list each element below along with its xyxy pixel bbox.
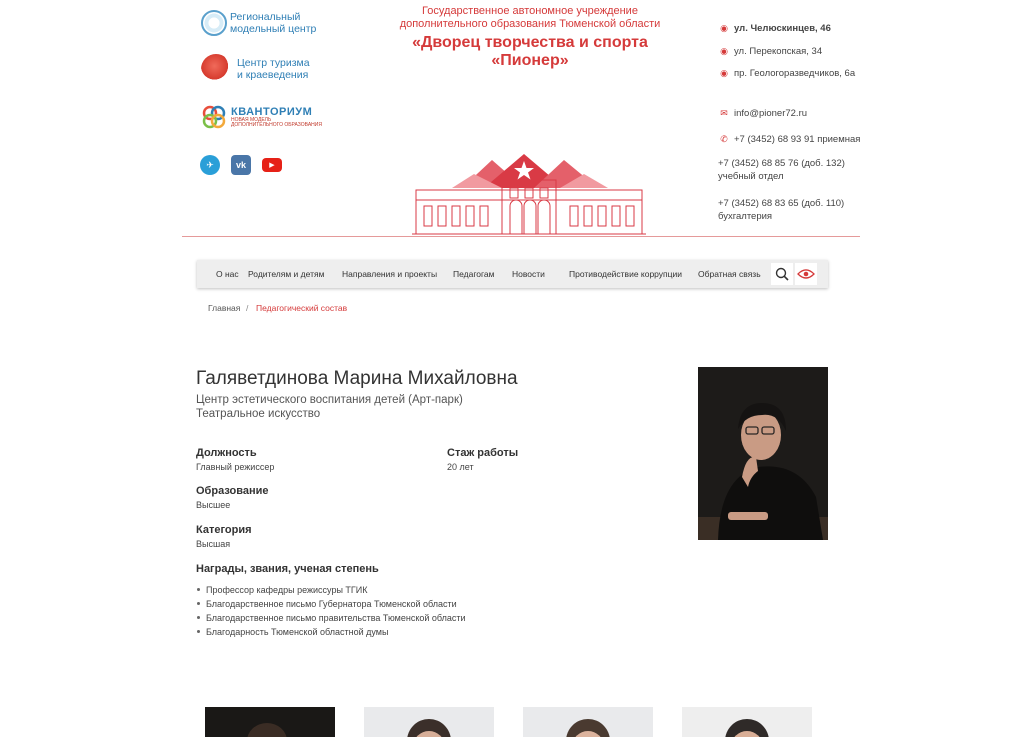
breadcrumb-current: Педагогический состав (256, 303, 348, 313)
teacher-card-thumb[interactable] (523, 707, 653, 737)
teacher-photo (698, 367, 828, 540)
location-pin-icon: ◉ (720, 68, 728, 78)
phone-acc-label: бухгалтерия (718, 211, 773, 222)
teacher-specialty: Театральное искусство (196, 408, 321, 420)
teacher-department: Центр эстетического воспитания детей (Арт-парк) (196, 394, 463, 406)
tourism-center-line2: и краеведения (237, 69, 309, 81)
nav-anti-corruption[interactable]: Противодействие коррупции (569, 269, 683, 279)
phone-main[interactable] (718, 133, 860, 146)
search-button[interactable] (771, 263, 793, 285)
nav-teachers[interactable]: Педагогам (453, 269, 495, 279)
organization-heading (380, 5, 680, 70)
address-3[interactable] (718, 67, 855, 80)
teacher-card-thumb[interactable] (205, 707, 335, 737)
phone-edu-label: учебный отдел (718, 171, 784, 182)
location-pin-icon: ◉ (720, 46, 728, 56)
kvantorium-logo[interactable] (201, 104, 322, 130)
address-3-text: пр. Геологоразведчиков, 6а (734, 68, 856, 79)
awards-label: Награды, звания, ученая степень (196, 563, 379, 575)
nav-news[interactable]: Новости (512, 269, 545, 279)
org-subtitle-line2: дополнительного образования Тюменской области (399, 18, 661, 30)
teacher-card-thumb[interactable] (682, 707, 812, 737)
location-pin-icon: ◉ (720, 23, 728, 33)
award-item: Благодарственное письмо правительства Тюменской области (196, 611, 466, 625)
tourism-center-line1: Центр туризма (237, 57, 310, 69)
header-divider (182, 236, 860, 237)
education-label: Образование (196, 485, 269, 497)
nav-about[interactable]: О нас (216, 269, 239, 279)
main-navigation (197, 260, 828, 288)
telegram-icon[interactable]: ✈ (200, 155, 220, 175)
award-item: Благодарственное письмо Губернатора Тюменской области (196, 597, 466, 611)
eye-icon (797, 268, 815, 280)
position-value: Главный режиссер (196, 462, 275, 472)
kvantorium-icon (201, 104, 227, 130)
experience-label: Стаж работы (447, 447, 519, 459)
phone-main-text: +7 (3452) 68 93 91 приемная (734, 134, 861, 145)
education-value: Высшее (196, 500, 231, 510)
regional-center-line2: модельный центр (230, 23, 317, 35)
regional-center-icon (201, 10, 227, 36)
phone-accounting[interactable] (718, 197, 844, 223)
mail-icon: ✉ (720, 108, 728, 118)
category-value: Высшая (196, 539, 231, 549)
breadcrumb-home[interactable]: Главная (208, 303, 241, 313)
position-label: Должность (196, 447, 257, 459)
address-1[interactable] (718, 22, 831, 35)
address-2-text: ул. Перекопская, 34 (734, 46, 823, 57)
award-item: Профессор кафедры режиссуры ТГИК (196, 583, 466, 597)
award-item: Благодарность Тюменской областной думы (196, 625, 466, 639)
phone-icon: ✆ (720, 134, 728, 144)
nav-directions-projects[interactable]: Направления и проекты (342, 269, 438, 279)
category-label: Категория (196, 524, 252, 536)
address-1-text: ул. Челюскинцев, 46 (734, 23, 831, 34)
nav-parents-children[interactable]: Родителям и детям (248, 269, 325, 279)
phone-edu[interactable] (718, 157, 845, 183)
teacher-name: Галяветдинова Марина Михайловна (196, 368, 518, 389)
regional-center-logo[interactable] (201, 10, 316, 36)
kvantorium-sub1: НОВАЯ МОДЕЛЬ (231, 116, 272, 123)
phone-acc-text: +7 (3452) 68 83 65 (доб. 110) (718, 198, 845, 209)
kvantorium-title: КВАНТОРИУМ (231, 105, 313, 118)
nav-feedback[interactable]: Обратная связь (698, 269, 761, 279)
email-text: info@pioner72.ru (734, 108, 808, 119)
teacher-card-thumb[interactable] (364, 707, 494, 737)
hot-air-balloon-icon (201, 54, 231, 84)
breadcrumb-separator: / (246, 303, 249, 313)
palace-building-icon (412, 152, 646, 238)
youtube-icon[interactable]: ▶ (262, 158, 282, 172)
org-title[interactable]: «Дворец творчества и спорта «Пионер» (412, 34, 648, 69)
org-subtitle-line1: Государственное автономное учреждение (422, 5, 638, 17)
experience-value: 20 лет (447, 462, 474, 472)
awards-list (196, 583, 466, 639)
address-2[interactable] (718, 45, 822, 58)
phone-edu-text: +7 (3452) 68 85 76 (доб. 132) (718, 158, 845, 169)
vk-icon[interactable]: vk (231, 155, 251, 175)
accessibility-button[interactable] (795, 263, 817, 285)
search-icon (775, 267, 789, 281)
email-link[interactable] (718, 107, 807, 120)
kvantorium-sub2: ДОПОЛНИТЕЛЬНОГО ОБРАЗОВАНИЯ (231, 122, 322, 128)
regional-center-line1: Региональный (230, 11, 301, 23)
tourism-center-logo[interactable] (201, 54, 310, 84)
